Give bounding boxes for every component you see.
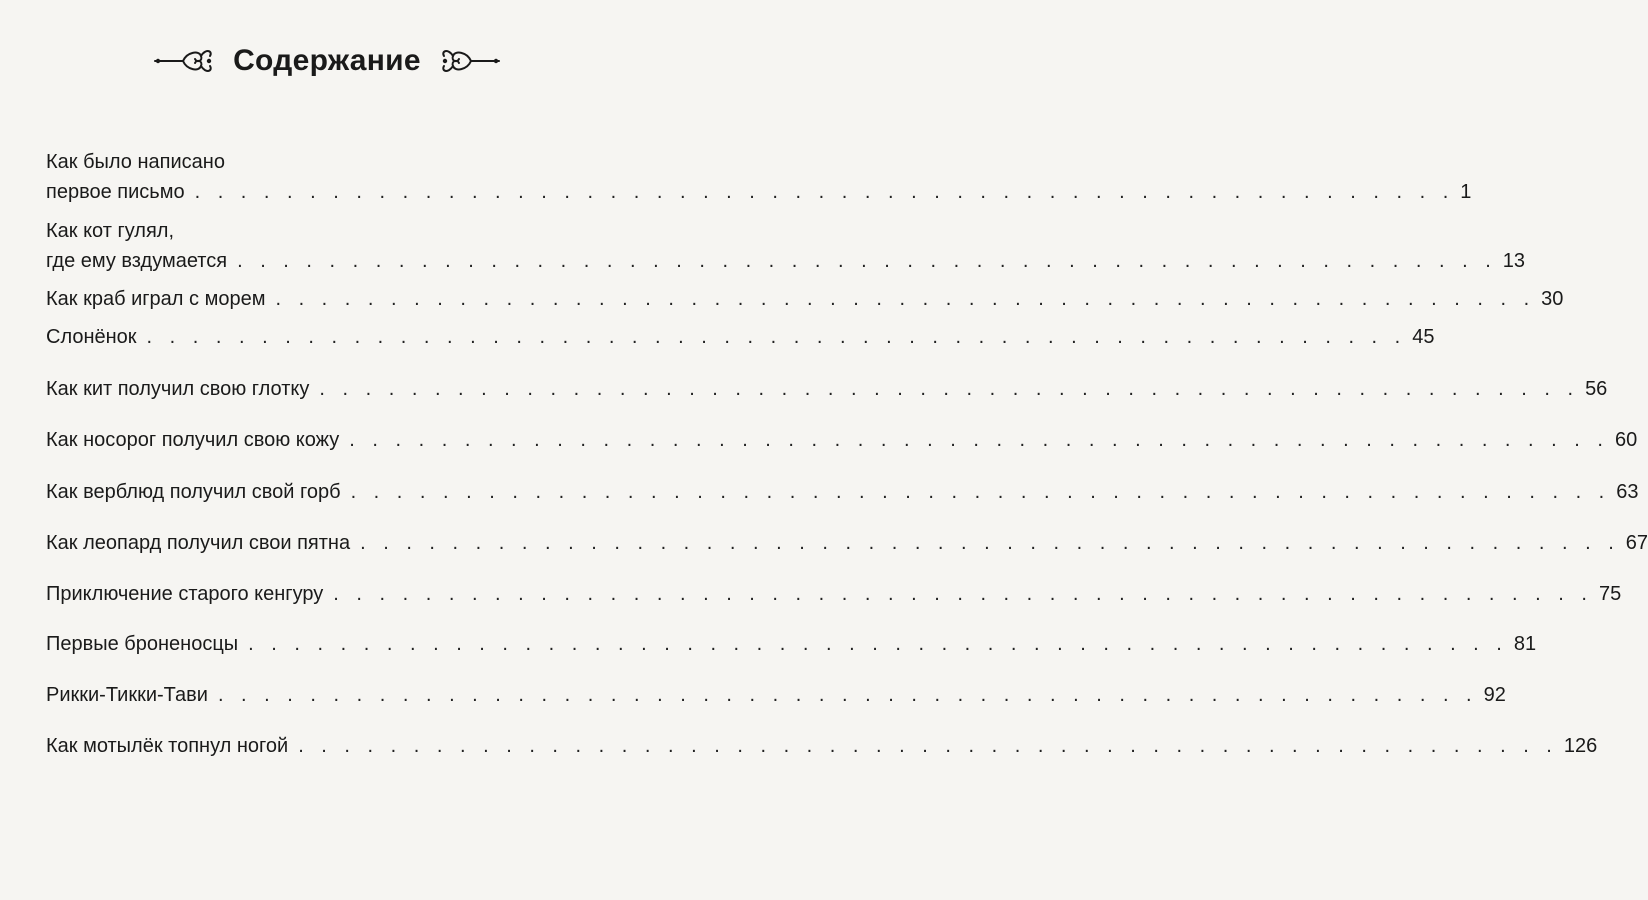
- toc-entry-page: 126: [1563, 735, 1598, 757]
- toc-entry-page: 13: [1502, 250, 1526, 272]
- toc-entry[interactable]: [46, 216, 1526, 276]
- toc-entry-page: 45: [1412, 326, 1435, 348]
- toc-entry-title: Рикки-Тикки-Тави: [46, 684, 208, 706]
- toc-entry-title: Первые броненосцы: [46, 633, 239, 655]
- toc-entry[interactable]: [46, 579, 1622, 609]
- toc-entry-title: Как леопард получил свои пятна: [46, 532, 351, 554]
- toc-entry-page: 81: [1513, 633, 1537, 655]
- toc-entry-title: Как краб играл с морем: [46, 288, 266, 310]
- page-title: Содержание: [233, 44, 421, 77]
- toc-entry[interactable]: [46, 374, 1608, 404]
- toc-entry-title: Как носорог получил свою кожу: [46, 429, 340, 451]
- dot-leader: . . . . . . . . . . . . . . . . . . . . . . . . . . . . . . . . . . . . . . . . . . . . . . . . . . . . . . .: [248, 633, 1508, 655]
- dot-leader: . . . . . . . . . . . . . . . . . . . . . . . . . . . . . . . . . . . . . . . . . . . . . . . . . . . . . . .: [350, 481, 1611, 503]
- toc-entry-title: Слонёнок: [46, 326, 137, 348]
- toc-entry-page: 56: [1585, 378, 1608, 400]
- toc-entry-title-line2: первое письмо: [46, 181, 185, 203]
- toc-entry-title-line1: Как кот гулял,: [46, 220, 175, 242]
- toc-entry-page: 67: [1625, 532, 1648, 554]
- dot-leader: . . . . . . . . . . . . . . . . . . . . . . . . . . . . . . . . . . . . . . . . . . . . . . . . . . . . . . .: [349, 429, 1609, 451]
- toc-entry[interactable]: [46, 477, 1639, 507]
- toc-entry-title: Как мотылёк топнул ногой: [46, 735, 289, 757]
- dot-leader: . . . . . . . . . . . . . . . . . . . . . . . . . . . . . . . . . . . . . . . . . . . . . . . . . . . . . . .: [298, 735, 1558, 757]
- dot-leader: . . . . . . . . . . . . . . . . . . . . . . . . . . . . . . . . . . . . . . . . . . . . . . . . . . . . . . .: [146, 326, 1407, 348]
- toc-entry-page: 92: [1483, 684, 1506, 706]
- toc-entry[interactable]: [46, 680, 1506, 710]
- toc-entry-title-line1: Как было написано: [46, 151, 225, 173]
- toc-entry-title: Как верблюд получил свой горб: [46, 481, 341, 503]
- dot-leader: . . . . . . . . . . . . . . . . . . . . . . . . . . . . . . . . . . . . . . . . . . . . . . . . . . . . . . .: [194, 181, 1455, 203]
- dot-leader: . . . . . . . . . . . . . . . . . . . . . . . . . . . . . . . . . . . . . . . . . . . . . . . . . . . . . . .: [275, 288, 1536, 310]
- toc-entry-title: Как кит получил свою глотку: [46, 378, 310, 400]
- toc-entry[interactable]: [46, 629, 1537, 659]
- toc-entry-page: 63: [1616, 481, 1639, 503]
- toc-entry-page: 75: [1598, 583, 1622, 605]
- toc-entry-page: 60: [1614, 429, 1638, 451]
- toc-entry-page: 30: [1541, 288, 1564, 310]
- toc-entry[interactable]: [46, 147, 1472, 207]
- toc-entry[interactable]: [46, 528, 1648, 558]
- toc-entry[interactable]: [46, 425, 1638, 455]
- dot-leader: . . . . . . . . . . . . . . . . . . . . . . . . . . . . . . . . . . . . . . . . . . . . . . . . . . . . . . .: [217, 684, 1478, 706]
- toc-entry[interactable]: [46, 731, 1598, 761]
- dot-leader: . . . . . . . . . . . . . . . . . . . . . . . . . . . . . . . . . . . . . . . . . . . . . . . . . . . . . . .: [319, 378, 1580, 400]
- toc-entry-title-line2: где ему вздумается: [46, 250, 228, 272]
- dot-leader: . . . . . . . . . . . . . . . . . . . . . . . . . . . . . . . . . . . . . . . . . . . . . . . . . . . . . . .: [360, 532, 1620, 554]
- toc-entry[interactable]: [46, 284, 1564, 314]
- toc-entry-title: Приключение старого кенгуру: [46, 583, 324, 605]
- dot-leader: . . . . . . . . . . . . . . . . . . . . . . . . . . . . . . . . . . . . . . . . . . . . . . . . . . . . . . .: [333, 583, 1593, 605]
- dot-leader: . . . . . . . . . . . . . . . . . . . . . . . . . . . . . . . . . . . . . . . . . . . . . . . . . . . . . . .: [237, 250, 1497, 272]
- toc-entry[interactable]: [46, 322, 1435, 352]
- toc-entry-page: 1: [1460, 181, 1472, 203]
